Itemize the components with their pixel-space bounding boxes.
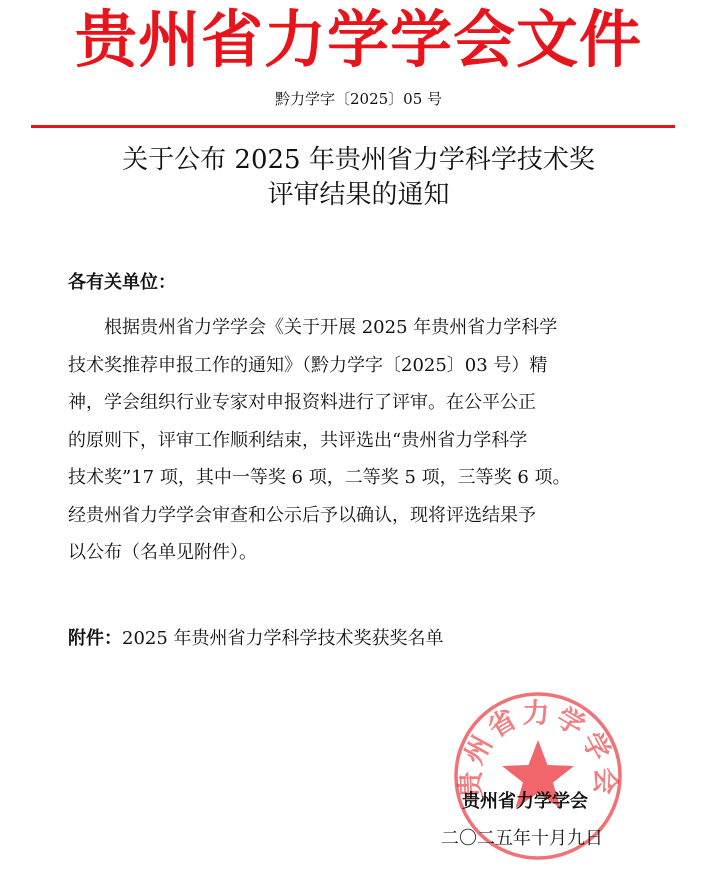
body-line-4: 的原则下，评审工作顺利结束，共评选出“贵州省力学科学 [68,429,528,451]
document-number: 黔力学字〔2025〕05 号 [274,90,443,108]
body-line-7: 以公布（名单见附件）。 [68,542,257,563]
attachment-line [68,626,444,652]
document-header-title: 贵州省力学学会文件 [74,3,642,76]
body-line-6: 经贵州省力学学会审查和公示后予以确认，现将评选结果予 [68,504,536,526]
body-line-5: 技术奖”17 项，其中一等奖 6 项，二等奖 5 项，三等奖 6 项。 [68,467,571,488]
salutation: 各有关单位： [68,272,176,293]
notice-title-line-1: 关于公布 2025 年贵州省力学科学技术奖 [122,145,595,175]
notice-title-line-2: 评审结果的通知 [267,180,450,210]
body-line-1: 根据贵州省力学学会《关于开展 2025 年贵州省力学科学 [104,317,558,338]
body-line-3: 神，学会组织行业专家对申报资料进行了评审。在公平公正 [68,392,536,413]
notice-body [68,309,648,572]
header-divider [31,125,675,128]
body-line-2: 技术奖推荐申报工作的通知》（黔力学字〔2025〕03 号）精 [68,354,548,376]
notice-title [0,143,717,213]
signing-date: 二〇二五年十月九日 [441,828,603,849]
signing-organization: 贵州省力学学会 [462,791,588,812]
attachment-text: 2025 年贵州省力学科学技术奖获奖名单 [122,628,444,649]
attachment-label: 附件： [68,628,122,649]
svg-text:贵州省力学学会: 贵州省力学学会 [455,698,621,799]
